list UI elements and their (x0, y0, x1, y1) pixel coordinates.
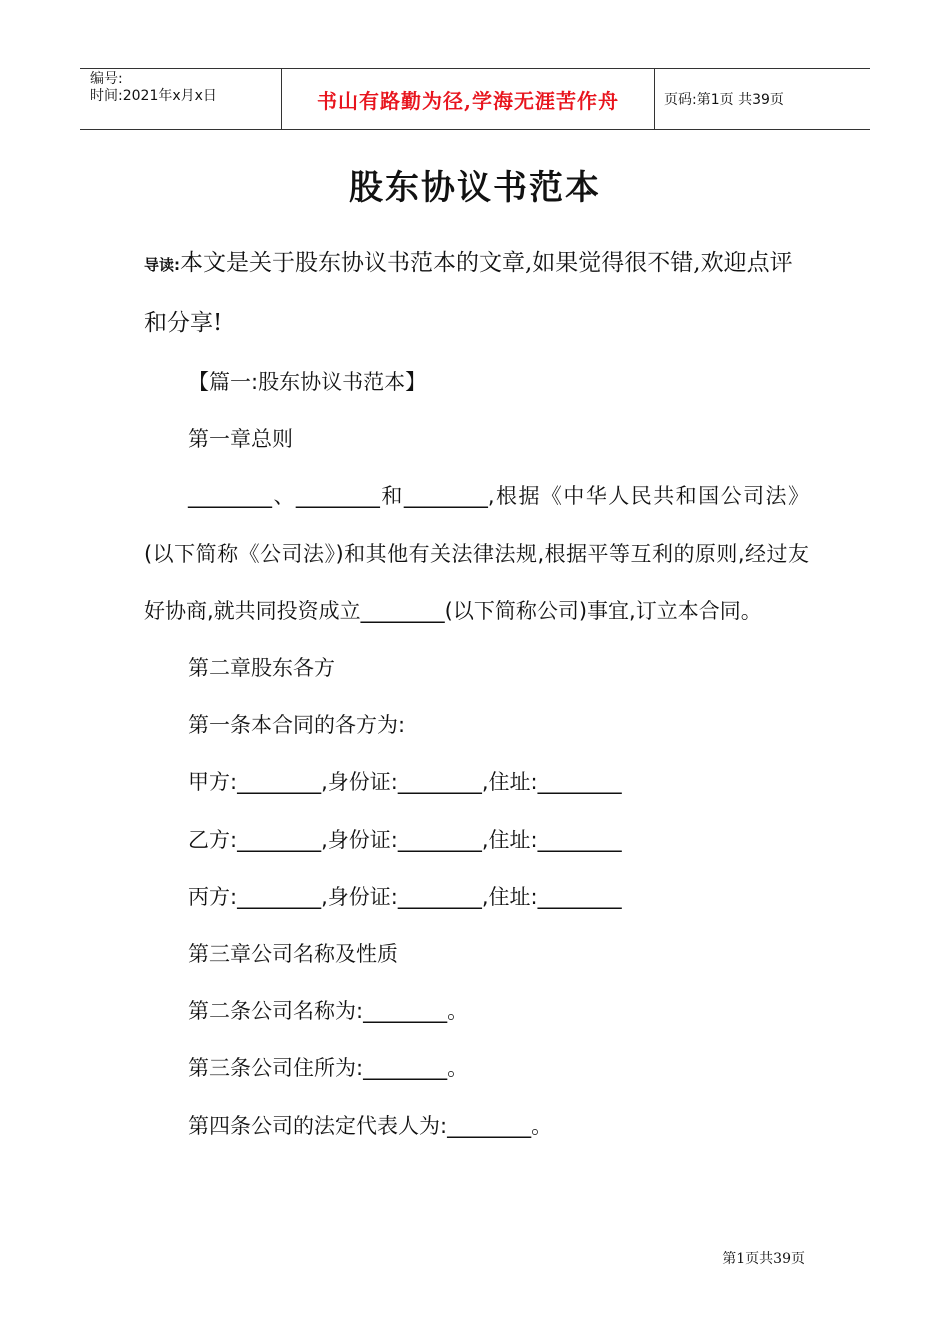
intro-text: 本文是关于股东协议书范本的文章,如果觉得很不错,欢迎点评和分享! (144, 250, 793, 336)
article-line: 第三条公司住所为:________。 (188, 1056, 469, 1081)
party-a-line: 甲方:________,身份证:________,住址:________ (188, 770, 622, 795)
chapter1-paragraph: ________、________和________,根据《中华人民共和国公司法》(以下简称《公司法》)和其他有关法律法规,根据平等互利的原则,经过友好协商,就共同投资成立________(以下简称公司)事宜,订立本合同。 (144, 484, 809, 623)
article-line: 第四条公司的法定代表人为:________。 (188, 1113, 553, 1138)
chapter-heading: 第一章总则 (188, 427, 293, 452)
intro-lead: 导读: (144, 256, 180, 274)
article-line: 第一条本合同的各方为: (188, 713, 406, 738)
header-motto-cell (282, 69, 655, 129)
document-title: 股东协议书范本 (349, 168, 601, 208)
chapter-heading: 第二章股东各方 (188, 656, 335, 681)
footer-page-info: 第1页共39页 (722, 1251, 805, 1267)
chapter-heading: 第三章公司名称及性质 (188, 942, 398, 967)
document-time-label: 时间:2021年x月x日 (90, 88, 217, 104)
party-c-line: 丙方:________,身份证:________,住址:________ (188, 884, 622, 909)
header-page-label: 页码:第1页 共39页 (664, 92, 784, 108)
header-page-cell (655, 69, 870, 129)
document-body (144, 354, 809, 1155)
party-b-line: 乙方:________,身份证:________,住址:________ (188, 827, 622, 852)
motto-text: 书山有路勤为径,学海无涯苦作舟 (317, 88, 619, 113)
article-line: 第二条公司名称为:________。 (188, 999, 469, 1024)
header-table (80, 68, 870, 130)
section-heading: 【篇一:股东协议书范本】 (188, 370, 427, 394)
document-number-label: 编号: (90, 71, 123, 87)
header-info-cell (80, 69, 282, 129)
intro-paragraph (144, 234, 809, 352)
